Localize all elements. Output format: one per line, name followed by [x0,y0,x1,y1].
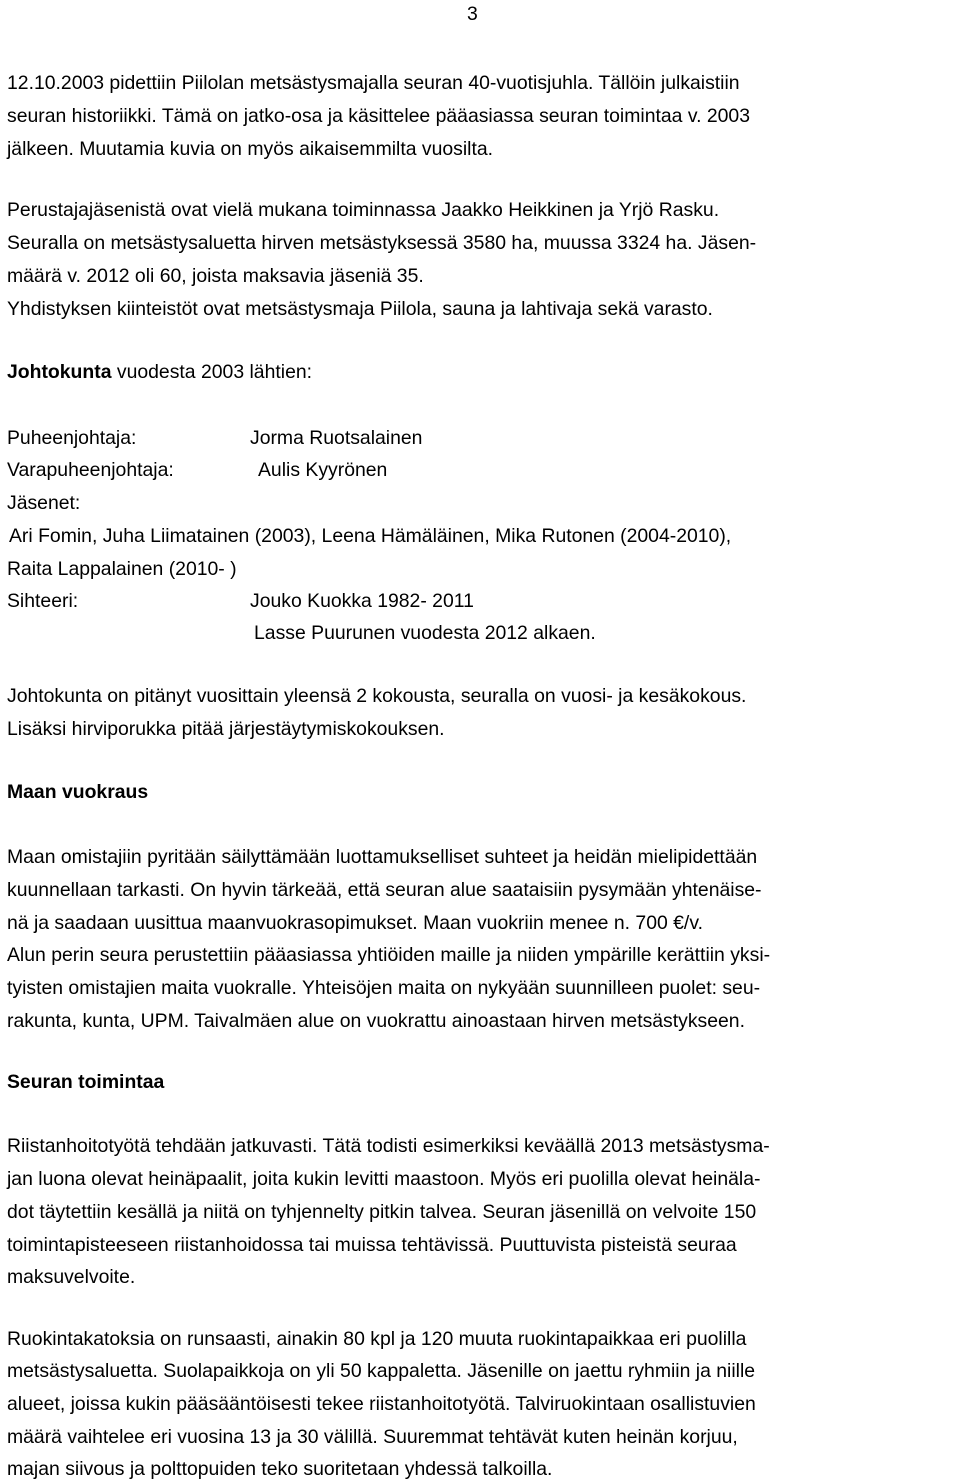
members-label: Jäsenet: [7,492,81,514]
chair-row [7,426,907,450]
members-line: Ari Fomin, Juha Liimatainen (2003), Leena Hämäläinen, Mika Rutonen (2004-2010), [9,525,732,547]
activities-line: jan luona olevat heinäpaalit, joita kukin levitti maastoon. Myös eri puolilla olevat heinäla- [7,1168,761,1190]
chair-label: Puheenjohtaja: [7,427,137,449]
activities-line: Riistanhoitotyötä tehdään jatkuvasti. Tätä todisti esimerkiksi keväällä 2013 metsästysma- [7,1135,770,1157]
board-heading [7,360,312,384]
activities-line: Ruokintakatoksia on runsaasti, ainakin 80 kpl ja 120 muuta ruokintapaikkaa eri puolilla [7,1328,747,1350]
activities-line: metsästysaluetta. Suolapaikkoja on yli 50 kappaletta. Jäsenille on jaettu ryhmiin ja niille [7,1360,756,1382]
land-lease-line: kuunnellaan tarkasti. On hyvin tärkeää, että seuran alue saataisiin pysymään yhtenäise- [7,879,762,901]
board-heading-bold: Johtokunta [7,361,112,383]
meetings-line: Johtokunta on pitänyt vuosittain yleensä 2 kokousta, seuralla on vuosi- ja kesäkokous. [7,685,747,707]
land-lease-line: tyisten omistajien maita vuokralle. Yhteisöjen maita on nykyään suunnilleen puolet: seu- [7,977,761,999]
intro-line: seuran historiikki. Tämä on jatko-osa ja käsittelee pääasiassa seuran toimintaa v. 2003 [7,105,750,127]
chair-name: Jorma Ruotsalainen [250,427,423,449]
secretary-2: Lasse Puurunen vuodesta 2012 alkaen. [254,622,596,644]
land-lease-line: nä ja saadaan uusittua maanvuokrasopimukset. Maan vuokriin menee n. 700 €/v. [7,912,703,934]
meetings-line: Lisäksi hirviporukka pitää järjestäytymiskokouksen. [7,718,445,740]
land-lease-heading: Maan vuokraus [7,781,149,803]
board-heading-rest: vuodesta 2003 lähtien: [111,361,313,383]
secretary-label: Sihteeri: [7,590,79,612]
secretary-1: Jouko Kuokka 1982- 2011 [250,590,474,612]
vice-row [7,458,907,482]
vice-name: Aulis Kyyrönen [258,459,388,481]
intro-line: jälkeen. Muutamia kuvia on myös aikaisemmilta vuosilta. [7,138,494,160]
page-number: 3 [467,3,478,25]
facts-line: määrä v. 2012 oli 60, joista maksavia jäseniä 35. [7,265,424,287]
facts-line: Perustajajäsenistä ovat vielä mukana toiminnassa Jaakko Heikkinen ja Yrjö Rasku. [7,199,720,221]
activities-line: alueet, joissa kukin pääsääntöisesti tekee riistanhoitotyötä. Talviruokintaan osallistuvien [7,1393,756,1415]
vice-label: Varapuheenjohtaja: [7,459,174,481]
activities-line: majan siivous ja polttopuiden teko suoritetaan yhdessä talkoilla. [7,1458,553,1480]
intro-line: 12.10.2003 pidettiin Piilolan metsästysmajalla seuran 40-vuotisjuhla. Tällöin julkaistiin [7,72,740,94]
activities-line: toimintapisteeseen riistanhoidossa tai muissa tehtävissä. Puuttuvista pisteistä seuraa [7,1234,737,1256]
activities-heading: Seuran toimintaa [7,1071,165,1093]
land-lease-line: Alun perin seura perustettiin pääasiassa yhtiöiden maille ja niiden ympärille kerättiin yksi- [7,944,771,966]
activities-line: maksuvelvoite. [7,1266,136,1288]
members-line: Raita Lappalainen (2010- ) [7,558,237,580]
facts-line: Yhdistyksen kiinteistöt ovat metsästysmaja Piilola, sauna ja lahtivaja sekä varasto. [7,298,713,320]
secretary-row [7,589,907,613]
activities-line: dot täytettiin kesällä ja niitä on tyhjennelty pitkin talvea. Seuran jäsenillä on velvoite 150 [7,1201,757,1223]
land-lease-line: Maan omistajiin pyritään säilyttämään luottamukselliset suhteet ja heidän mielipidettään [7,846,758,868]
land-lease-line: rakunta, kunta, UPM. Taivalmäen alue on vuokrattu ainoastaan hirven metsästykseen. [7,1010,745,1032]
activities-line: määrä vaihtelee eri vuosina 13 ja 30 välillä. Suuremmat tehtävät kuten heinän korjuu, [7,1426,738,1448]
facts-line: Seuralla on metsästysaluetta hirven metsästyksessä 3580 ha, muussa 3324 ha. Jäsen- [7,232,757,254]
